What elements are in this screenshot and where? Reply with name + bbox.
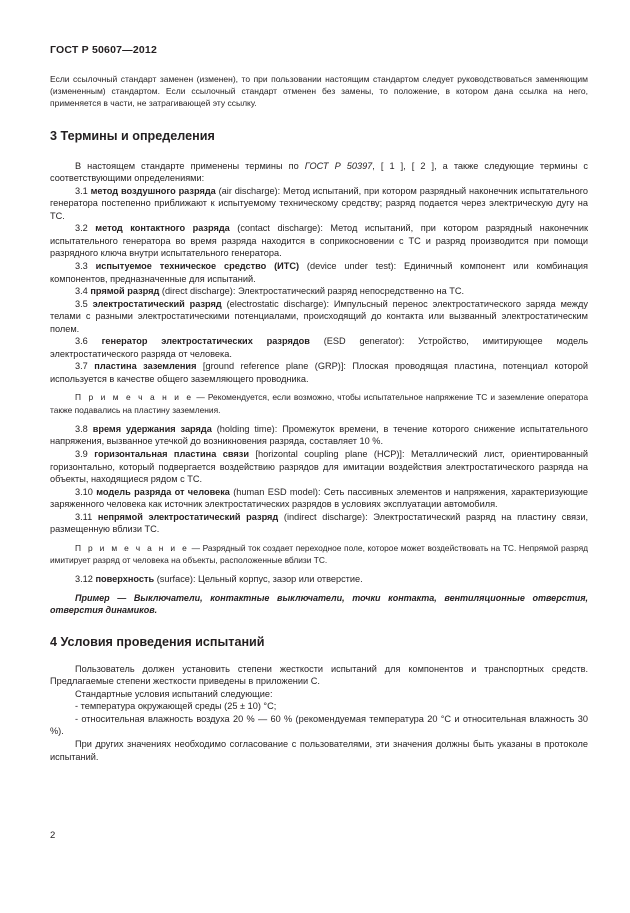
term-name: прямой разряд — [90, 286, 160, 297]
term-name: пластина заземления — [94, 361, 197, 372]
section-4-p3: - температура окружающей среды (25 ± 10) °С; — [75, 701, 277, 712]
term-name: непрямой электростатический разряд — [97, 511, 279, 522]
example-paragraph: Пример — Выключатели, контактные выключатели, точки контакта, вентиляционные отверстия, отверстия динамиков. — [50, 592, 588, 616]
term-name: время удержания заряда — [92, 423, 212, 434]
section-3-lead: В настоящем стандарте применены термины по ГОСТ Р 50397, [ 1 ], [ 2 ], а также следующие термины с соответствующими определениями: — [50, 160, 588, 184]
note-label: П р и м е ч а н и е — [75, 542, 189, 553]
term-name: испытуемое техническое средство (ИТС) — [95, 260, 300, 271]
term-definition: 3.1 метод воздушного разряда (air discharge): Метод испытаний, при котором разрядный наконечник испытательного генератора постепенно приближают к испытуемому техническому средству; разряд подается через электрическую дугу на ТС. — [50, 185, 588, 221]
term-name: электростатический разряд — [92, 298, 222, 309]
term-definition: 3.4 прямой разряд (direct discharge): Электростатический разряд непосредственно на ТС. — [75, 286, 465, 297]
section-3-heading: 3 Термины и определения — [50, 128, 215, 143]
section-4-p1: Пользователь должен установить степени жесткости испытаний для компонентов и транспортных средств. Предлагаемые степени жесткости приведены в приложении С. — [50, 663, 588, 687]
term-definition: 3.9 горизонтальная пластина связи [horizontal coupling plane (HCP)]: Металлический лист, ориентированный горизонтально, который подвергается воздействию разрядов для имитации воздействия электростатического разряда на объекты, находящиеся рядом с ТС. — [50, 448, 588, 485]
section-4-heading: 4 Условия проведения испытаний — [50, 634, 265, 649]
term-definition: 3.7 пластина заземления [ground reference plane (GRP)]: Плоская проводящая пластина, потенциал которой используется в качестве общего заземляющего проводника. — [50, 361, 588, 384]
term-definition: 3.3 испытуемое техническое средство (ИТС) (device under test): Единичный компонент или комбинация компонентов, предназначенные для испытаний. — [50, 260, 588, 284]
term-name: генератор электростатических разрядов — [101, 336, 310, 347]
term-definition: 3.10 модель разряда от человека (human ESD model): Сеть пассивных элементов и напряжения, характеризующие заряженного человека как источник электростатических разрядов в условиях эксплуатации автомобиля. — [50, 486, 588, 510]
term-name: метод контактного разряда — [95, 223, 230, 234]
term-definition: 3.6 генератор электростатических разрядов (ESD generator): Устройство, имитирующее модель электростатического разряда от человека. — [50, 336, 588, 359]
term-name: горизонтальная пластина связи — [94, 448, 249, 459]
page-number: 2 — [50, 830, 56, 841]
standard-reference: ГОСТ Р 50397 — [304, 160, 373, 171]
section-4-p4: - относительная влажность воздуха 20 % — 60 % (рекомендуемая температура 20 °С и относительная влажность 30 %). — [50, 713, 588, 737]
note-label: П р и м е ч а н и е — [75, 392, 194, 403]
section-4-p2: Стандартные условия испытаний следующие: — [75, 688, 273, 699]
term-definition: 3.5 электростатический разряд (electrostatic discharge): Импульсный перенос электростатического заряда между телами с разными электростатическими потенциалами, происходящий до контакта или вызванный электростатическим полем. — [50, 298, 588, 334]
term-name: модель разряда от человека — [96, 486, 230, 497]
term-definition: 3.8 время удержания заряда (holding time): Промежуток времени, в течение которого снижение испытательного напряжения, вызванное утечкой до возникновения разряда, составляет 10 %. — [50, 423, 588, 447]
term-3-12: 3.12 поверхность (surface): Цельный корпус, зазор или отверстие. — [75, 574, 363, 585]
term-definition: 3.2 метод контактного разряда (contact discharge): Метод испытаний, при котором разрядный наконечник испытательного генератора во время разряда находится в соприкосновении с ТС и разряд производится при помощи разрядного ключа внутри испытательного генератора. — [50, 223, 588, 259]
document-page — [50, 44, 588, 763]
term-name: метод воздушного разряда — [90, 185, 216, 196]
note-2: П р и м е ч а н и е — Разрядный ток создает переходное поле, которое может воздействовать на ТС. Непрямой разряд имитирует разряд от человека на объекты, расположенные вблизи ТС. — [50, 542, 588, 565]
section-4-p5: При других значениях необходимо согласование с пользователями, эти значения должны быть указаны в протоколе испытаний. — [50, 739, 588, 762]
term-definition: 3.11 непрямой электростатический разряд (indirect discharge): Электростатический разряд на пластину связи, размещенную вблизи ТС. — [50, 511, 588, 535]
terms-list-2 — [50, 423, 588, 536]
intro-paragraph: Если ссылочный стандарт заменен (изменен), то при пользовании настоящим стандартом следует руководствоваться заменяющим (измененным) стандартом. Если ссылочный стандарт отменен без замены, то положение, в котором дана ссылка на него, применяется в части, не затрагивающей эту ссылку. — [50, 74, 588, 109]
document-header: ГОСТ Р 50607—2012 — [50, 44, 158, 56]
terms-list-1 — [50, 185, 588, 386]
note-1: П р и м е ч а н и е — Рекомендуется, если возможно, чтобы испытательное напряжение ТС и заземление оператора также подавались на пластину заземления. — [50, 392, 588, 415]
